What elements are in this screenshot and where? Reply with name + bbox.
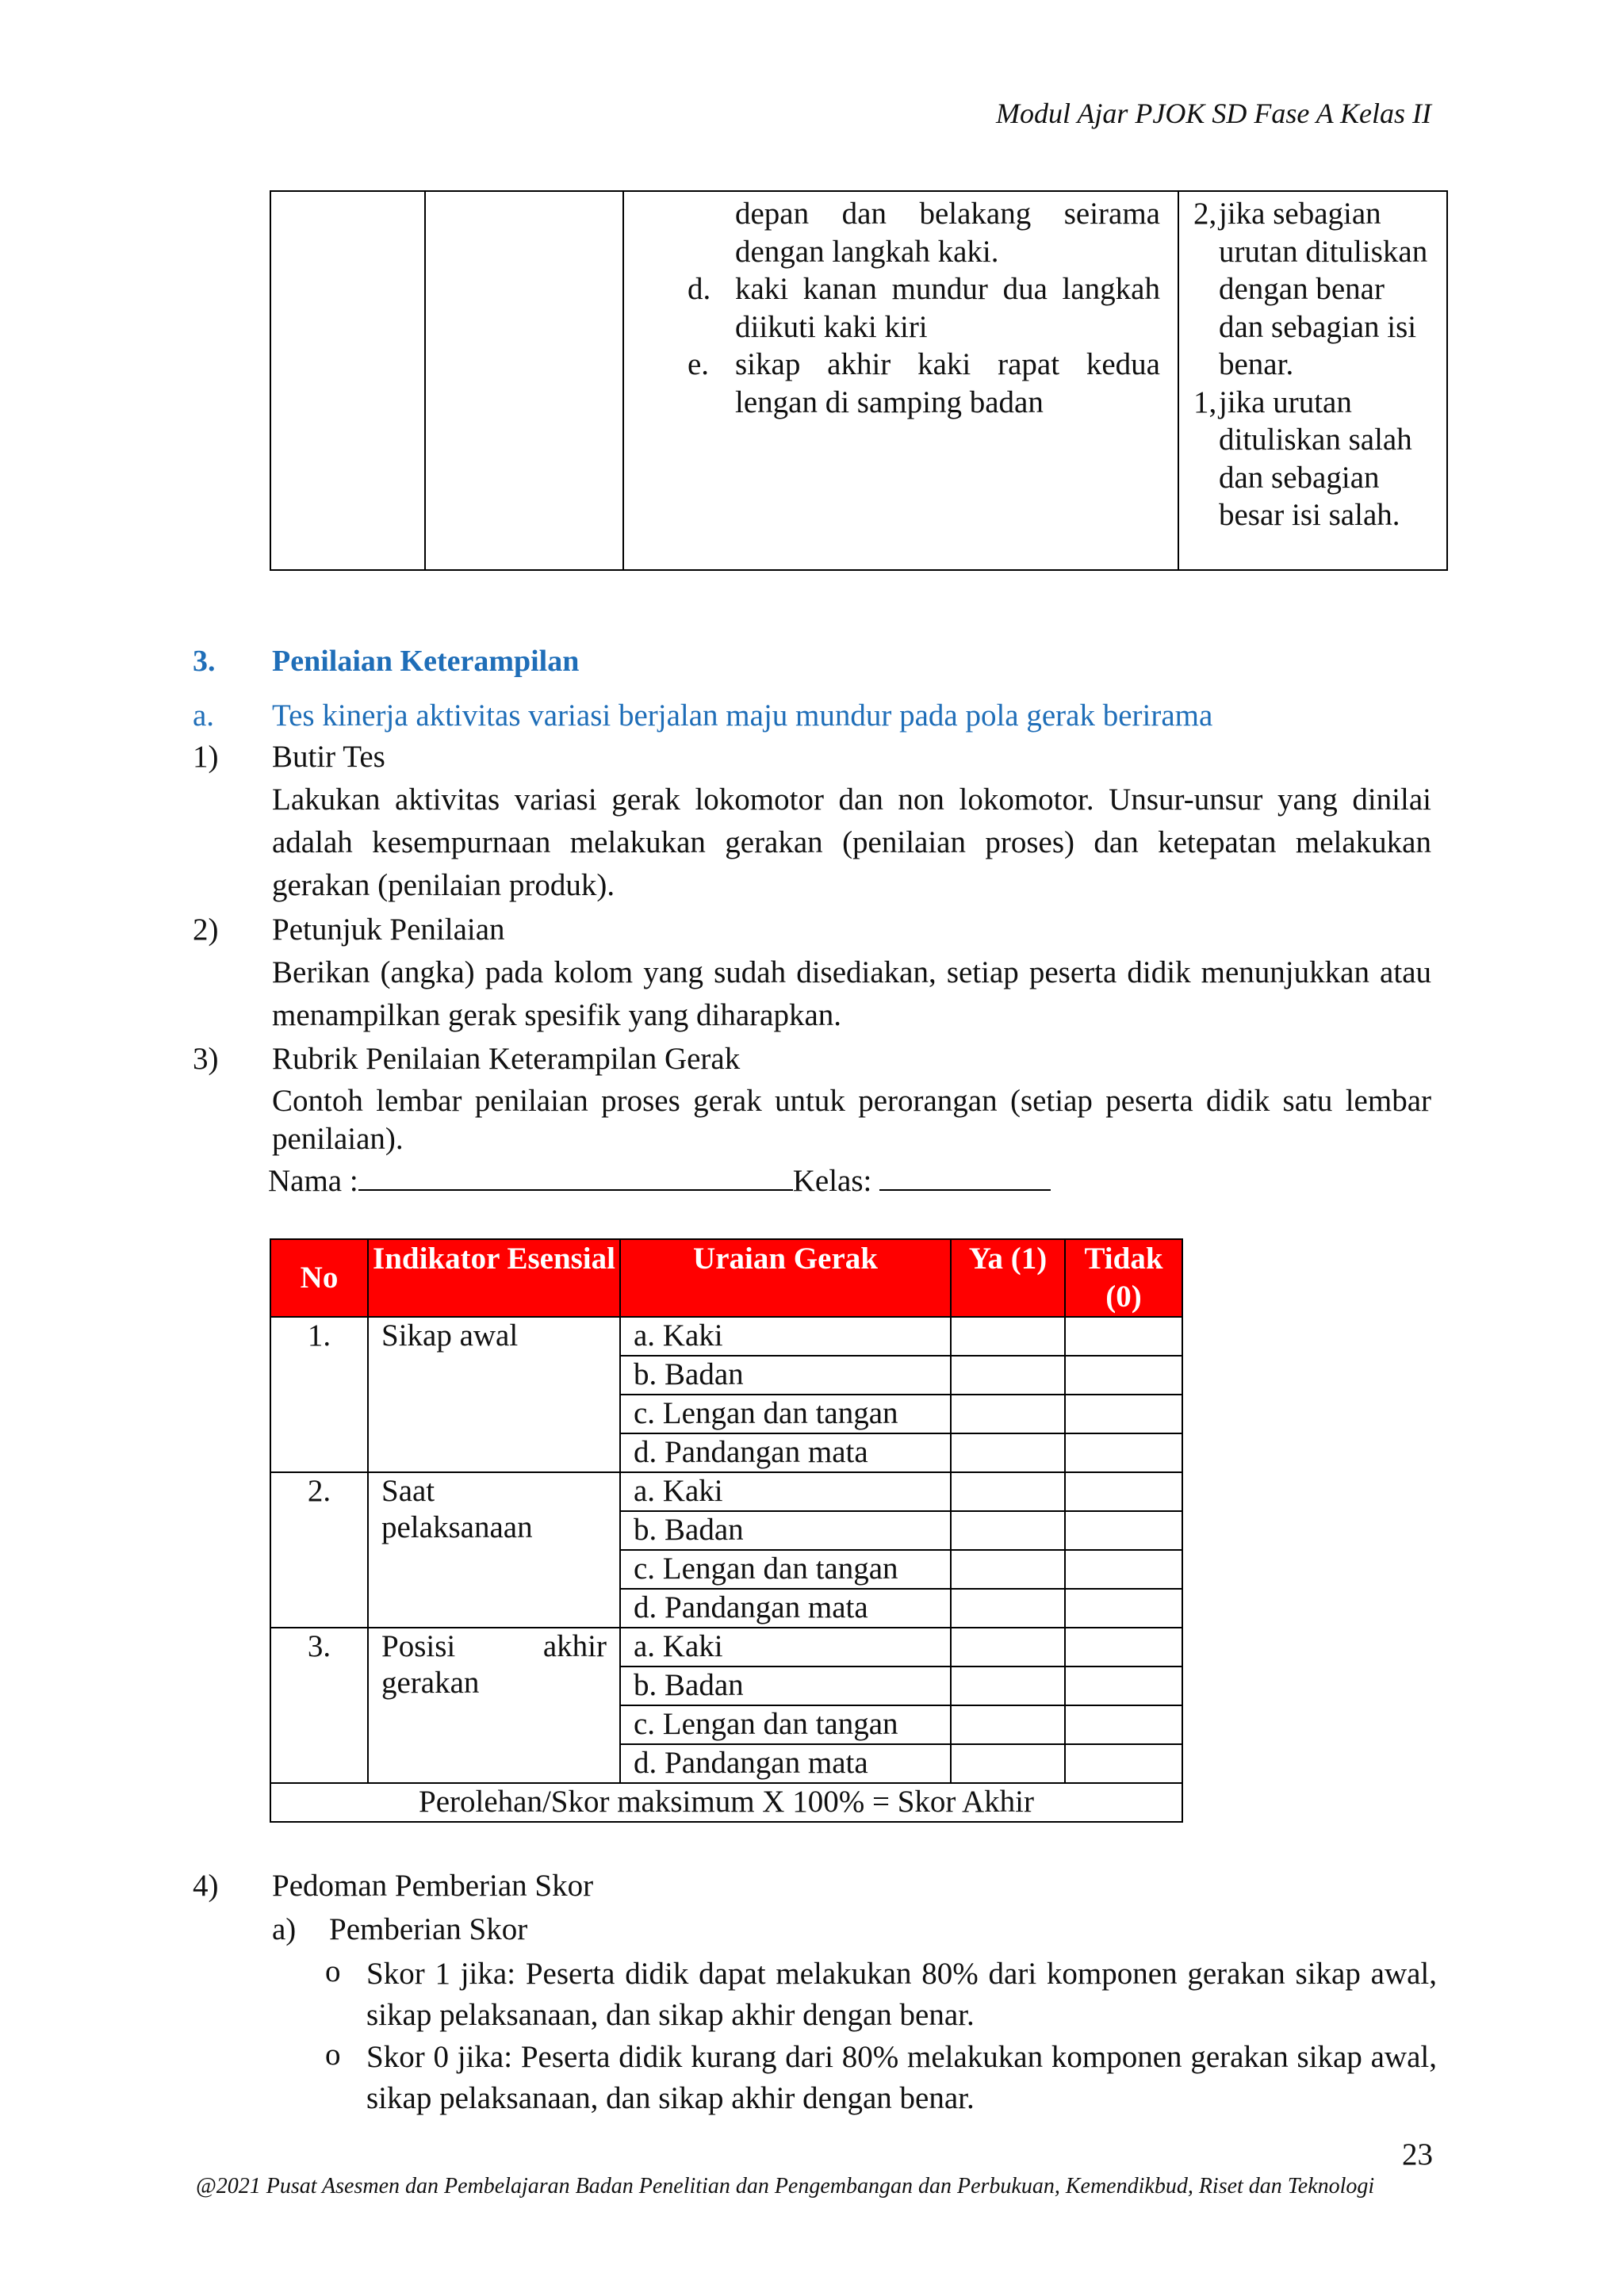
cont-cell-scores	[1178, 191, 1447, 570]
row-uraian: d. Pandangan mata	[620, 1744, 951, 1783]
name-class-form	[268, 1159, 1051, 1199]
header-ya: Ya (1)	[951, 1239, 1065, 1317]
rubric-footer-row	[270, 1783, 1182, 1822]
section-heading	[193, 644, 580, 679]
continuation-table	[270, 190, 1448, 571]
subitem-heading: a) Pemberian Skor	[272, 1912, 528, 1946]
cont-cell-empty-2	[425, 191, 623, 570]
ya-cell[interactable]	[951, 1511, 1065, 1550]
row-uraian: c. Lengan dan tangan	[620, 1550, 951, 1589]
section-number: 3.	[193, 645, 216, 678]
item-body: Berikan (angka) pada kolom yang sudah disediakan, setiap peserta didik menunjukkan atau menampilkan gerak spesifik yang diharapkan.	[272, 955, 1431, 1032]
row-no: 3.	[270, 1628, 368, 1783]
header-no: No	[270, 1239, 368, 1317]
row-uraian: a. Kaki	[620, 1317, 951, 1356]
tidak-cell[interactable]	[1065, 1705, 1182, 1744]
ya-cell[interactable]	[951, 1628, 1065, 1667]
table-row	[270, 1628, 1182, 1667]
row-uraian: c. Lengan dan tangan	[620, 1395, 951, 1433]
tidak-cell[interactable]	[1065, 1550, 1182, 1589]
kelas-blank	[879, 1159, 1051, 1191]
header-title: Modul Ajar PJOK SD Fase A Kelas II	[996, 98, 1431, 129]
table-row	[270, 1472, 1182, 1511]
row-uraian: d. Pandangan mata	[620, 1433, 951, 1472]
step-item: d. kaki kanan mundur dua langkah diikuti kaki kiri	[688, 272, 1160, 344]
tidak-cell[interactable]	[1065, 1744, 1182, 1783]
ya-cell[interactable]	[951, 1356, 1065, 1395]
score-criteria: 1, jika urutan dituliskan salah dan sebagian besar isi salah.	[1193, 385, 1412, 532]
score-criteria: 2, jika sebagian urutan dituliskan dengan benar dan sebagian isi benar.	[1193, 197, 1428, 381]
nama-blank	[358, 1159, 793, 1191]
tidak-cell[interactable]	[1065, 1356, 1182, 1395]
tidak-cell[interactable]	[1065, 1628, 1182, 1667]
row-uraian: a. Kaki	[620, 1628, 951, 1667]
step-item: depan dan belakang seirama dengan langkah kaki.	[735, 197, 1160, 269]
bullet-icon: o	[325, 2038, 341, 2072]
ya-cell[interactable]	[951, 1667, 1065, 1705]
ya-cell[interactable]	[951, 1705, 1065, 1744]
row-no: 2.	[270, 1472, 368, 1628]
footer-copyright: @2021 Pusat Asesmen dan Pembelajaran Badan Penelitian dan Pengembangan dan Perbukuan, Kemendikbud, Riset dan Teknologi	[196, 2174, 1375, 2198]
tidak-cell[interactable]	[1065, 1317, 1182, 1356]
table-row	[270, 1317, 1182, 1356]
item-body: Lakukan aktivitas variasi gerak lokomotor dan non lokomotor. Unsur-unsur yang dinilai adalah kesempurnaan melakukan gerakan (penilaian proses) dan ketepatan melakukan gerakan (penilaian produk).	[272, 783, 1431, 902]
subsection-heading: a. Tes kinerja aktivitas variasi berjalan maju mundur pada pola gerak berirama	[193, 698, 1213, 733]
step-item: e. sikap akhir kaki rapat kedua lengan di samping badan	[688, 347, 1160, 419]
row-indikator: Posisi akhir gerakan	[368, 1628, 620, 1783]
tidak-cell[interactable]	[1065, 1667, 1182, 1705]
row-indikator: Saat pelaksanaan	[368, 1472, 620, 1628]
tidak-cell[interactable]	[1065, 1472, 1182, 1511]
tidak-cell[interactable]	[1065, 1589, 1182, 1628]
ya-cell[interactable]	[951, 1472, 1065, 1511]
ya-cell[interactable]	[951, 1550, 1065, 1589]
row-uraian: b. Badan	[620, 1356, 951, 1395]
rubric-header-row	[270, 1239, 1182, 1317]
tidak-cell[interactable]	[1065, 1395, 1182, 1433]
ya-cell[interactable]	[951, 1395, 1065, 1433]
item-heading: 2) Petunjuk Penilaian	[193, 913, 505, 947]
cont-cell-steps	[623, 191, 1178, 570]
row-uraian: c. Lengan dan tangan	[620, 1705, 951, 1744]
section-title: Penilaian Keterampilan	[272, 645, 580, 678]
header-indikator: Indikator Esensial	[368, 1239, 620, 1317]
row-uraian: d. Pandangan mata	[620, 1589, 951, 1628]
header-tidak: Tidak (0)	[1065, 1239, 1182, 1317]
ya-cell[interactable]	[951, 1433, 1065, 1472]
item-heading: 1) Butir Tes	[193, 740, 385, 774]
row-uraian: b. Badan	[620, 1511, 951, 1550]
row-uraian: a. Kaki	[620, 1472, 951, 1511]
ya-cell[interactable]	[951, 1744, 1065, 1783]
nama-label: Nama :	[268, 1164, 358, 1198]
kelas-label: Kelas:	[792, 1164, 872, 1198]
item-body: Contoh lembar penilaian proses gerak untuk perorangan (setiap peserta didik satu lembar penilaian).	[272, 1084, 1431, 1156]
header-uraian: Uraian Gerak	[620, 1239, 951, 1317]
page-number: 23	[1402, 2137, 1433, 2172]
rubric-table	[270, 1238, 1183, 1823]
tidak-cell[interactable]	[1065, 1433, 1182, 1472]
cont-cell-empty-1	[270, 191, 425, 570]
row-uraian: b. Badan	[620, 1667, 951, 1705]
ya-cell[interactable]	[951, 1317, 1065, 1356]
bullet-icon: o	[325, 1954, 341, 1988]
ya-cell[interactable]	[951, 1589, 1065, 1628]
row-no: 1.	[270, 1317, 368, 1472]
item-heading: 4) Pedoman Pemberian Skor	[193, 1869, 594, 1903]
row-indikator: Sikap awal	[368, 1317, 620, 1472]
rubric-formula: Perolehan/Skor maksimum X 100% = Skor Akhir	[270, 1783, 1182, 1822]
item-heading: 3) Rubrik Penilaian Keterampilan Gerak	[193, 1042, 741, 1076]
tidak-cell[interactable]	[1065, 1511, 1182, 1550]
